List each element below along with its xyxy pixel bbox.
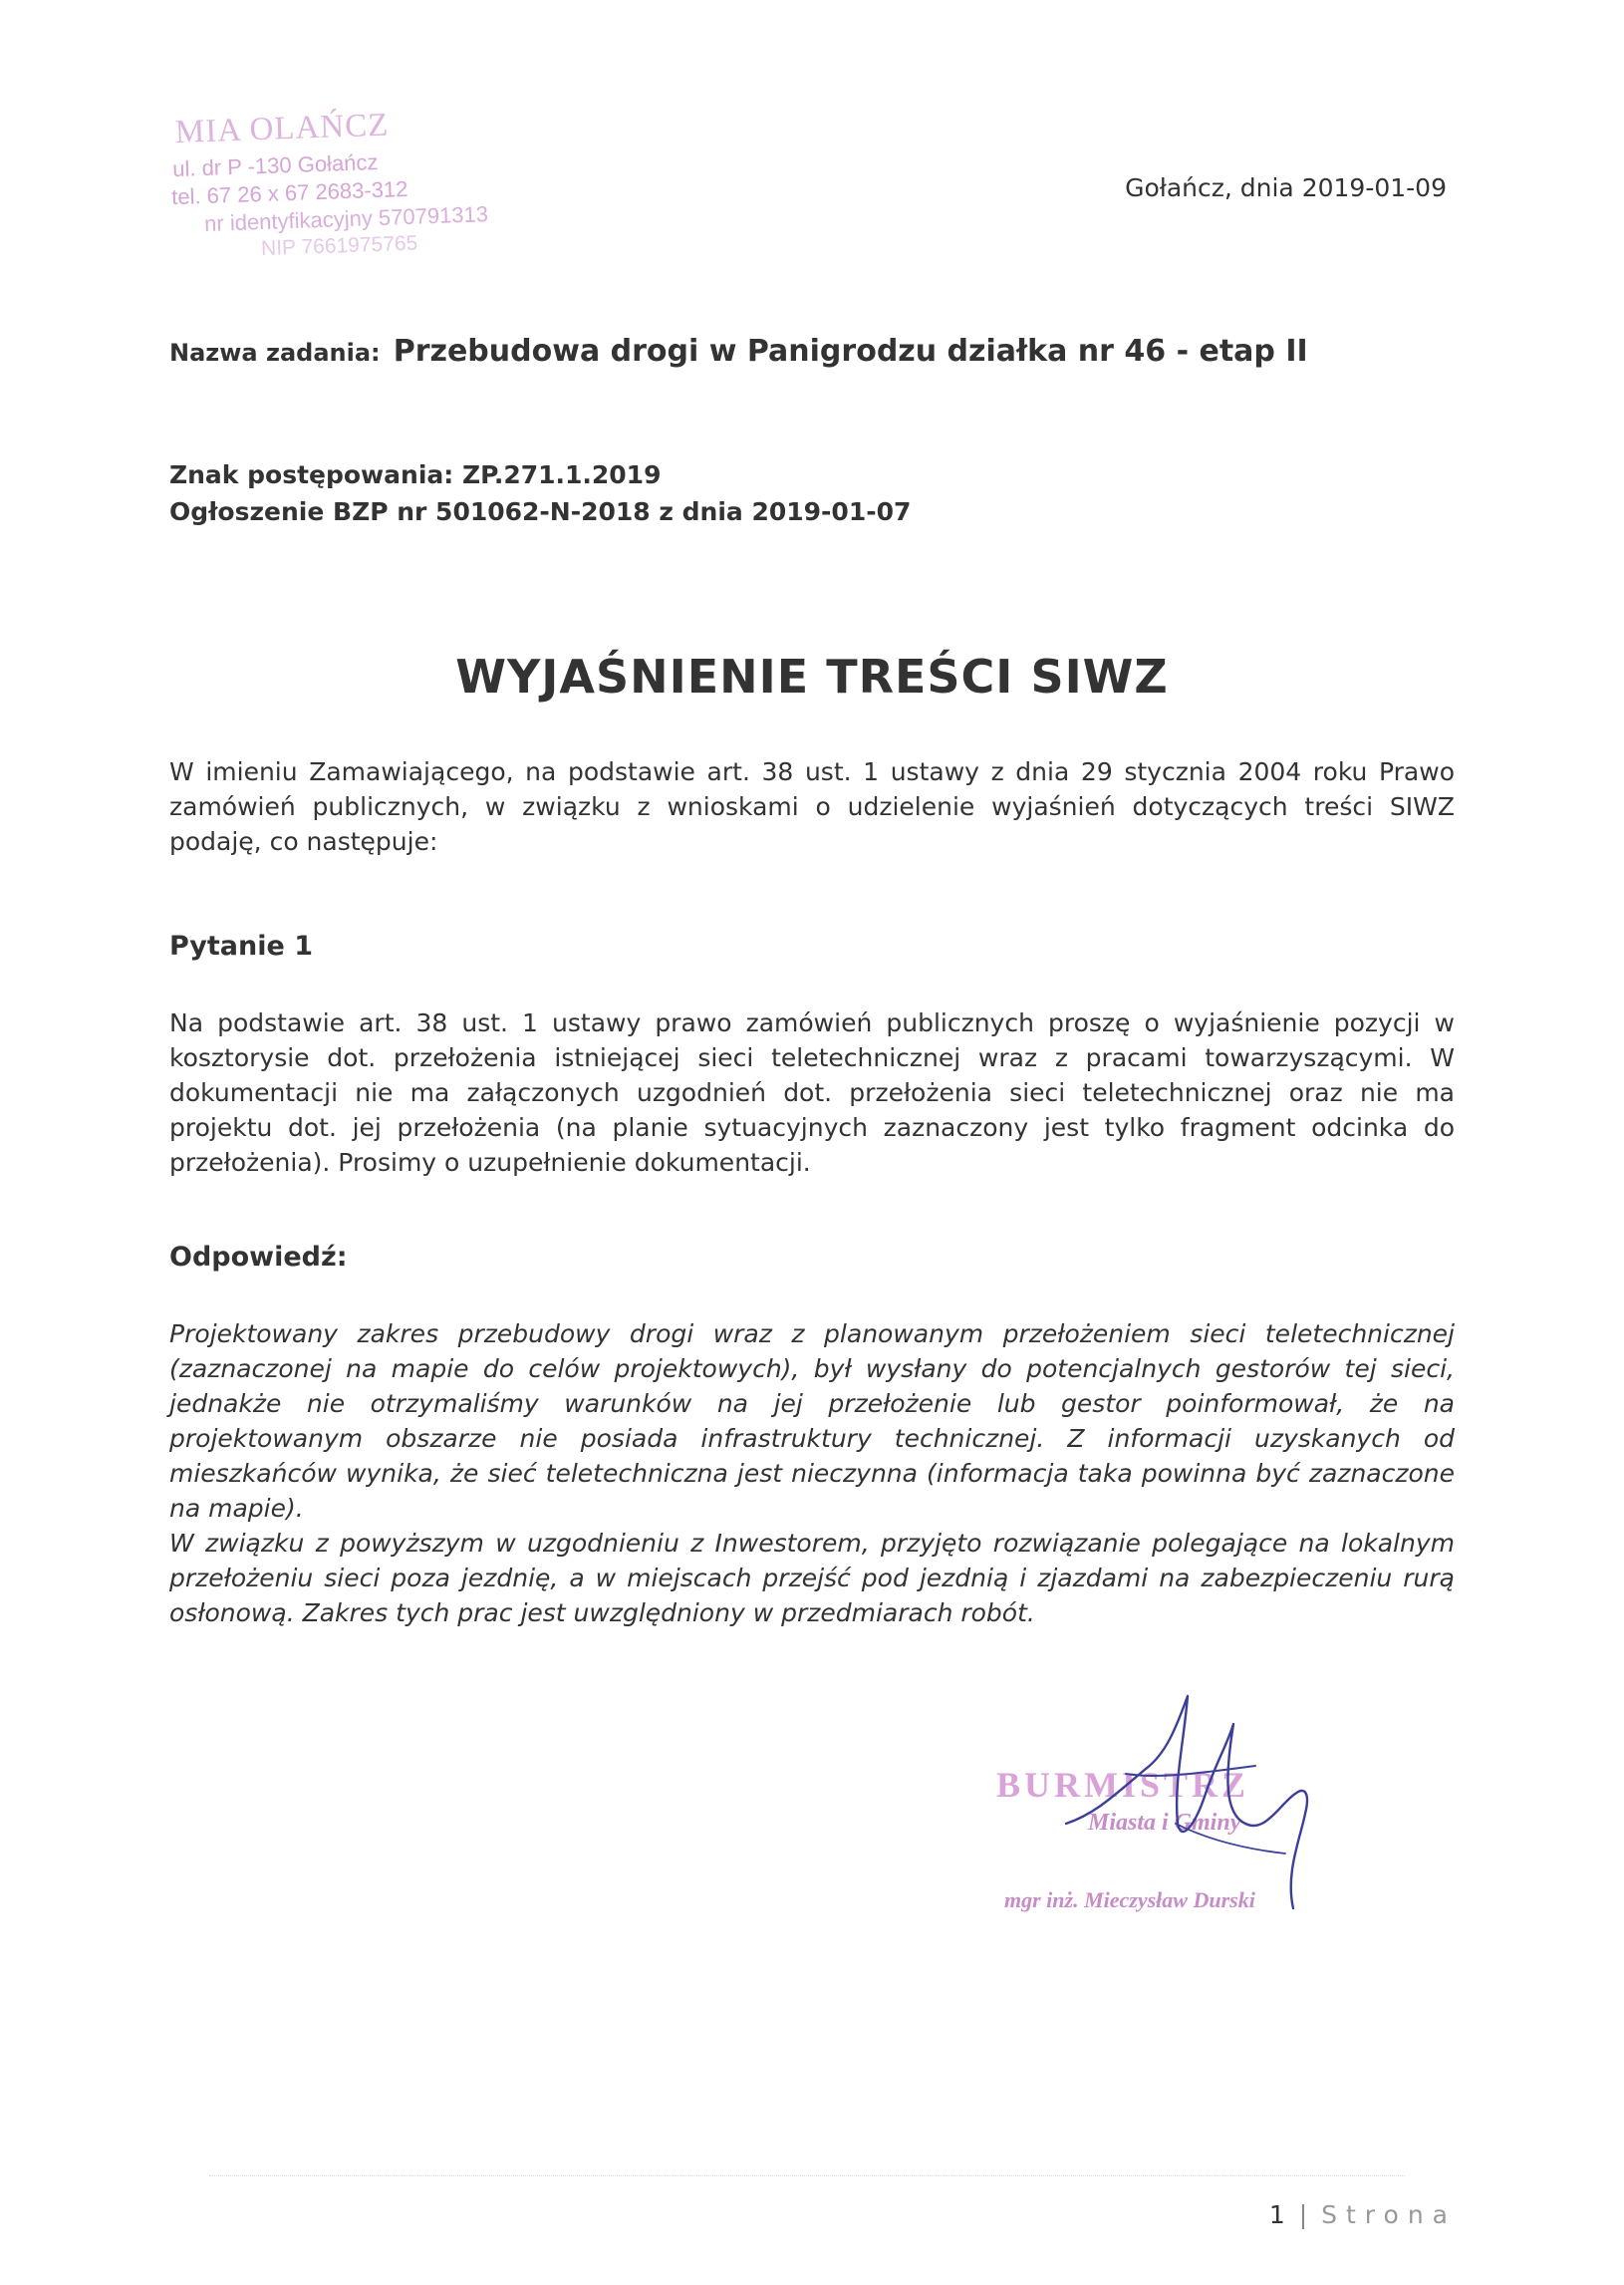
handwritten-signature — [1056, 1674, 1355, 1913]
stamp-line-1: MIA OLAŃCZ — [174, 107, 390, 151]
intro-paragraph: W imieniu Zamawiającego, na podstawie art. 38 ust. 1 ustawy z dnia 29 stycznia 2004 roku Prawo zamówień publicznych, w związku z wnioskami o udzielenie wyjaśnień dotyczących treści SIWZ podaję, co następuje: — [169, 757, 1455, 856]
answer-heading: Odpowiedź: — [169, 1242, 348, 1273]
stamp-title: BURMISTRZ — [996, 1765, 1250, 1805]
stamp-line-5: NIP 7661975765 — [260, 231, 418, 261]
footer-divider — [209, 2175, 1405, 2176]
stamp-line-3: tel. 67 26 x 67 2683-312 — [170, 175, 408, 210]
task-name — [169, 334, 1308, 369]
page-title: WYJAŚNIENIE TREŚCI SIWZ — [455, 650, 1169, 704]
stamp-line-4: nr identyfikacyjny 570791313 — [203, 201, 489, 237]
procedure-reference: Znak postępowania: ZP.271.1.2019 — [169, 460, 662, 489]
office-stamp — [164, 101, 588, 275]
footer-label: Strona — [1321, 2200, 1457, 2229]
question-text: Na podstawie art. 38 ust. 1 ustawy prawo zamówień publicznych proszę o wyjaśnienie pozycji w kosztorysie dot. przełożenia istniejącej sieci teletechnicznej wraz z pracami towarzyszącymi. W dokumentacji nie ma załączonych uzgodnień dot. przełożenia sieci teletechnicznej oraz nie ma projektu dot. jej przełożenia (na planie sytuacyjnych zaznaczony jest tylko fragment odcinka do przełożenia). Prosimy o uzupełnienie dokumentacji. — [169, 1008, 1455, 1177]
answer-paragraph-1: Projektowany zakres przebudowy drogi wraz z planowanym przełożeniem sieci teletechnicznej (zaznaczonej na mapie do celów projektowych), był wysłany do potencjalnych gestorów tej sieci, jednakże nie otrzymaliśmy warunków na jej przełożenie lub gestor poinformował, że na projektowanym obszarze nie posiada infrastruktury technicznej. Z informacji uzyskanych od mieszkańców wynika, że sieć teletechniczna jest nieczynna (informacja taka powinna być zaznaczone na mapie). — [169, 1319, 1455, 1523]
answer-paragraph-2: W związku z powyższym w uzgodnieniu z Inwestorem, przyjęto rozwiązanie polegające na lokalnym przełożeniu sieci poza jezdnię, a w miejscach przejść pod jezdnią i zjazdami na zabezpieczeniu rurą osłonową. Zakres tych prac jest uwzględniony w przedmiarach robót. — [169, 1529, 1455, 1627]
page-number: 1 — [1268, 2200, 1285, 2229]
stamp-line-2: ul. dr P -130 Gołańcz — [171, 148, 379, 182]
task-label: Nazwa zadania: — [169, 339, 381, 367]
stamp-name: mgr inż. Mieczysław Durski — [1004, 1887, 1255, 1912]
answer-text — [169, 1316, 1455, 1630]
announcement-reference: Ogłoszenie BZP nr 501062-N-2018 z dnia 2019-01-07 — [169, 497, 912, 526]
question-heading: Pytanie 1 — [169, 931, 313, 962]
stamp-office: Miasta i Gminy — [1088, 1810, 1241, 1836]
footer-separator: | — [1298, 2200, 1308, 2229]
task-value: Przebudowa drogi w Panigrodzu działka nr 46 - etap II — [393, 334, 1308, 369]
page-footer — [1269, 2200, 1457, 2229]
document-date: Gołańcz, dnia 2019-01-09 — [1125, 173, 1447, 202]
